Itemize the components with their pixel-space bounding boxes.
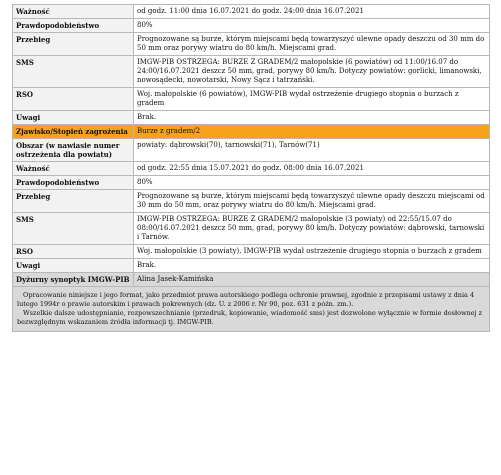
row-value-course: Prognozowane są burze, którym miejscami będą towarzyszyć ulewne opady deszczu od 30 mm do 50 mm oraz porywy wiatru do 80 km/h. Miejscami grad. — [134, 33, 490, 56]
table-row — [13, 19, 490, 33]
row-value-probability-2: 80% — [134, 176, 490, 190]
table-row — [13, 190, 490, 213]
copyright-paragraph-2: Wszelkie dalsze udostępnianie, rozpowszechnianie (przedruk, kopiowanie, wiadomość sms) jest dozwolone wyłącznie w formie dosłownej z bezwzględnym wskazaniem źródła informacji tj. IMGW-PIB. — [17, 309, 483, 326]
row-label-course: Przebieg — [13, 33, 134, 56]
row-value-validity-2: od godz. 22:55 dnia 15.07.2021 do godz. 08:00 dnia 16.07.2021 — [134, 162, 490, 176]
table-row-forecaster — [13, 273, 490, 287]
warning-table — [12, 4, 490, 332]
row-value-sms-2: IMGW-PIB OSTRZEGA: BURZE Z GRADEM/2 małopolskie (3 powiaty) od 22:55/15.07 do 08:00/16.07.2021 deszcz 50 mm, grad, porywy 80 km/h. Dotyczy powiatów: dąbrowski, tarnowski i Tarnów. — [134, 213, 490, 245]
row-label-probability: Prawdopodobieństwo — [13, 19, 134, 33]
row-label-probability-2: Prawdopodobieństwo — [13, 176, 134, 190]
row-label-rso: RSO — [13, 88, 134, 111]
row-value-phenomenon: Burze z gradem/2 — [134, 125, 490, 139]
table-row — [13, 162, 490, 176]
table-row — [13, 245, 490, 259]
row-value-validity: od godz. 11:00 dnia 16.07.2021 do godz. 24:00 dnia 16.07.2021 — [134, 5, 490, 19]
table-row — [13, 33, 490, 56]
table-row — [13, 213, 490, 245]
row-value-rso: Woj. małopolskie (6 powiatów), IMGW-PIB wydał ostrzeżenie drugiego stopnia o burzach z gradem — [134, 88, 490, 111]
row-label-sms-2: SMS — [13, 213, 134, 245]
row-label-validity-2: Ważność — [13, 162, 134, 176]
row-label-forecaster: Dyżurny synoptyk IMGW-PIB — [13, 273, 134, 287]
table-row-highlight — [13, 125, 490, 139]
row-value-probability: 80% — [134, 19, 490, 33]
copyright-footer — [13, 287, 490, 332]
table-row — [13, 139, 490, 162]
row-label-rso-2: RSO — [13, 245, 134, 259]
row-label-validity: Ważność — [13, 5, 134, 19]
row-value-course-2: Prognozowane są burze, którym miejscami będą towarzyszyć ulewne opady deszczu miejscami od 30 mm do 50 mm, oraz porywy wiatru do 80 km/h. Miejscami grad. — [134, 190, 490, 213]
row-label-area: Obszar (w nawiasie numer ostrzeżenia dla powiatu) — [13, 139, 134, 162]
row-label-sms: SMS — [13, 56, 134, 88]
row-value-area: powiaty: dąbrowski(70), tarnowski(71), Tarnów(71) — [134, 139, 490, 162]
table-row — [13, 88, 490, 111]
row-label-notes: Uwagi — [13, 111, 134, 125]
copyright-paragraph-1: Opracowanie niniejsze i jego format, jako przedmiot prawa autorskiego podlega ochronie prawnej, zgodnie z przepisami ustawy z dnia 4 lutego 1994r o prawie autorskim i prawach pokrewnych (dz. U. z 2006 r. Nr 90, poz. 631 z późn. zm.). — [17, 291, 475, 308]
copyright-cell — [13, 287, 490, 332]
row-value-notes-2: Brak. — [134, 259, 490, 273]
row-label-phenomenon: Zjawisko/Stopień zagrożenia — [13, 125, 134, 139]
warning-document — [12, 4, 490, 332]
table-row — [13, 176, 490, 190]
row-value-forecaster: Alina Jasek-Kamińska — [134, 273, 490, 287]
table-row — [13, 56, 490, 88]
table-row — [13, 111, 490, 125]
table-row — [13, 5, 490, 19]
row-value-sms: IMGW-PIB OSTRZEGA: BURZE Z GRADEM/2 małopolskie (6 powiatów) od 11:00/16.07 do 24:00/16.07.2021 deszcz 50 mm, grad, porywy 80 km/h. Dotyczy powiatów: gorlicki, limanowski, nowosądecki, nowotarski, Nowy Sącz i tatrzański. — [134, 56, 490, 88]
row-value-rso-2: Woj. małopolskie (3 powiaty), IMGW-PIB wydał ostrzeżenie drugiego stopnia o burzach z gradem — [134, 245, 490, 259]
row-label-notes-2: Uwagi — [13, 259, 134, 273]
table-row — [13, 259, 490, 273]
row-value-notes: Brak. — [134, 111, 490, 125]
row-label-course-2: Przebieg — [13, 190, 134, 213]
